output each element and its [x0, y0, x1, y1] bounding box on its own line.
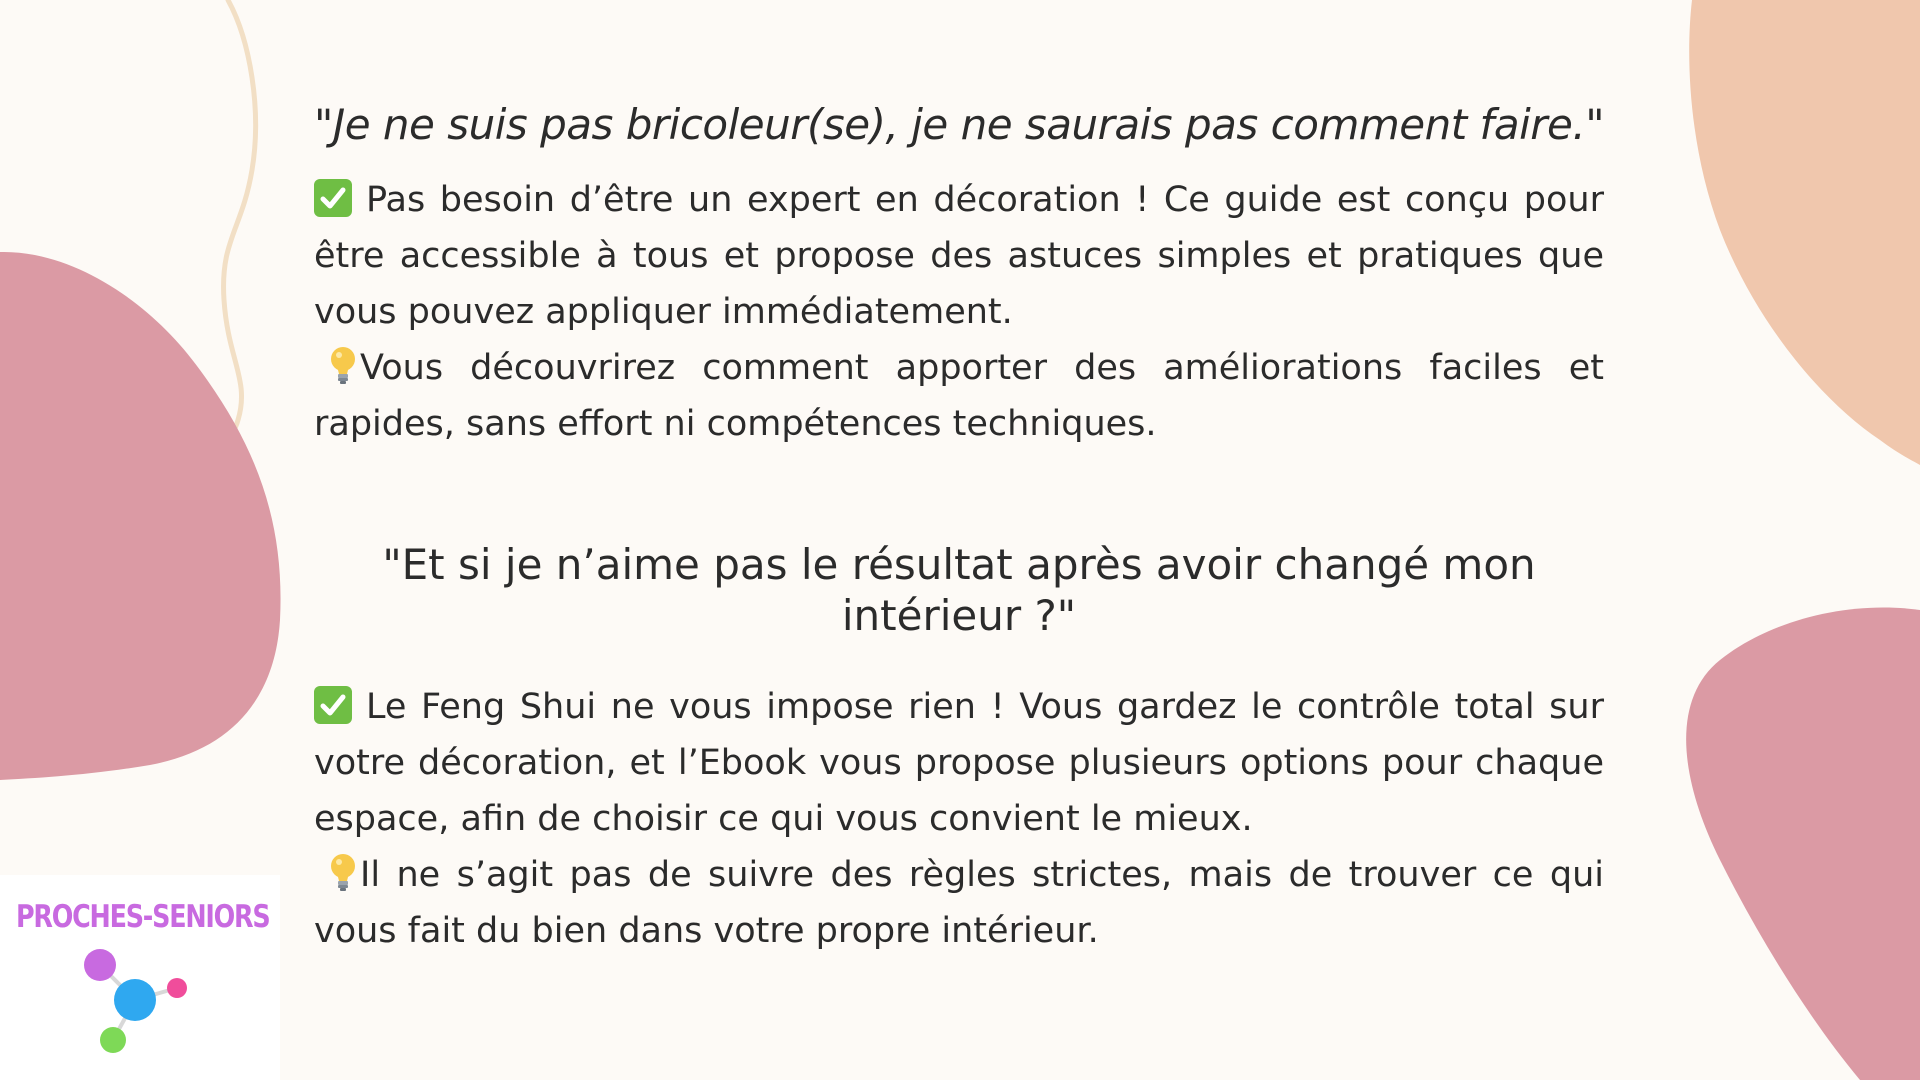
answer-paragraph-1 [314, 172, 1604, 452]
pink-blob-left [0, 252, 281, 780]
pink-blob-bottom-right [1686, 607, 1920, 1080]
answer-paragraph-2 [314, 679, 1604, 959]
answer-text-1: Pas besoin d’être un expert en décoration ! Ce guide est conçu pour être accessible à tous et propose des astuces simples et pratiques que vous pouvez appliquer immédiatement. [314, 180, 1604, 333]
tip-text-2: Il ne s’agit pas de suivre des règles strictes, mais de trouver ce qui vous fait du bien dans votre propre intérieur. [314, 855, 1604, 952]
tip-text-1: Vous découvrirez comment apporter des améliorations faciles et rapides, sans effort ni compétences techniques. [314, 348, 1604, 445]
answer-text-2: Le Feng Shui ne vous impose rien ! Vous gardez le contrôle total sur votre décoration, et l’Ebook vous propose plusieurs options pour chaque espace, afin de choisir ce qui vous convient le mieux. [314, 687, 1604, 840]
quote-objection-2: "Et si je n’aime pas le résultat après avoir changé mon intérieur ?" [382, 540, 1536, 640]
main-content [314, 100, 1604, 959]
quote-objection-1: "Je ne suis pas bricoleur(se), je ne saurais pas comment faire." [314, 100, 1605, 149]
light-bulb-icon [328, 852, 358, 892]
light-bulb-icon [328, 345, 358, 385]
check-mark-button-icon [314, 179, 352, 217]
check-mark-button-icon [314, 686, 352, 724]
logo-text: PROCHES-SENIORS [16, 899, 270, 935]
wavy-line-decoration [208, 0, 256, 436]
peach-blob-top-right [1689, 0, 1920, 465]
logo [0, 875, 280, 1080]
